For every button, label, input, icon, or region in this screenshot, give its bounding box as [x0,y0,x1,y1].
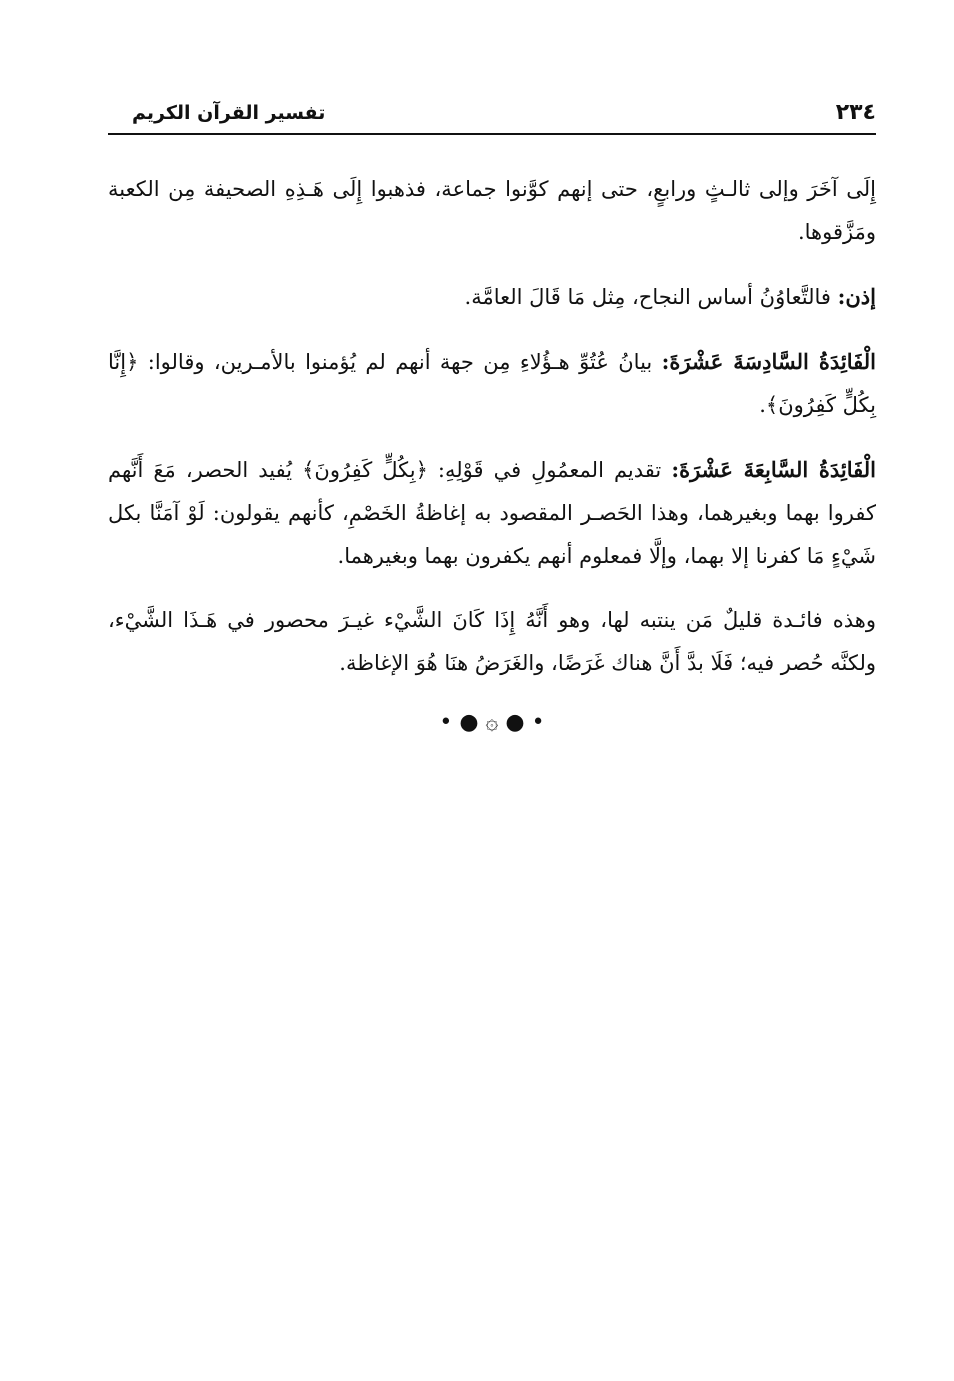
paragraph-2 [108,275,876,319]
paragraph-5-text: وهذه فائـدة قليلٌ مَن ينتبه لها، وهو أَنَّهُ إِذَا كَانَ الشَّيْء غيـرَ محصور في هَـذَا الشَّيْء، ولكنَّه حُصر فيه؛ فَلَا بدَّ أَنَّ هناك غَرَضًا، والغَرَضُ هنَا هُوَ الإغاظة. [108,608,876,675]
paragraph-2-text: فالتَّعاوُنُ أساس النجاح، مِثل مَا قَالَ العامَّة. [464,285,838,309]
page-header [108,98,876,132]
paragraph-1 [108,168,876,254]
paragraph-4 [108,448,876,578]
paragraph-3-text: بيانُ عُتُوِّ هـؤُلاءِ مِن جهة أنهم لم يُؤمنوا بالأمـرين، وقالوا: ﴿إِنَّا بِكُلٍّ كَفِرُونَ﴾. [108,350,876,417]
running-title: تفسير القرآن الكريم [132,102,326,124]
header-rule [108,133,876,135]
paragraph-4-text: تقديم المعمُولِ في قَوْلِهِ: ﴿بِكُلٍّ كَفِرُونَ﴾ يُفيد الحصر، مَعَ أَنَّهم كفروا بهما وبغيرهما، وهذا الحَصـر المقصود به إغاظةُ الخَصْمِ، كأنهم يقولون: لَوْ آمَنَّا بكل شَيْءٍ مَا كفرنا إلا بهما، وإلَّا فمعلوم أنهم يكفرون بهما وبغيرهما. [108,458,876,568]
paragraph-3-lead: الْفَائِدَةُ السَّادِسَةَ عَشْرَةَ: [661,349,876,374]
paragraph-3 [108,340,876,427]
page-number: ٢٣٤ [835,100,876,125]
page-body [108,168,876,740]
paragraph-2-lead: إذن: [837,284,876,309]
paragraph-4-lead: الْفَائِدَةُ السَّابِعَةَ عَشْرَةَ: [671,457,877,482]
section-end-ornament: • ● ۞ ● • [439,710,545,735]
paragraph-5 [108,599,876,685]
paragraph-1-text: إِلَى آخَرَ وإلى ثالـثٍ ورابعٍ، حتى إنهم كوَّنوا جماعة، فذهبوا إِلَى هَـذِهِ الصحيفة مِن الكعبة ومَزَّقوها. [108,177,876,244]
